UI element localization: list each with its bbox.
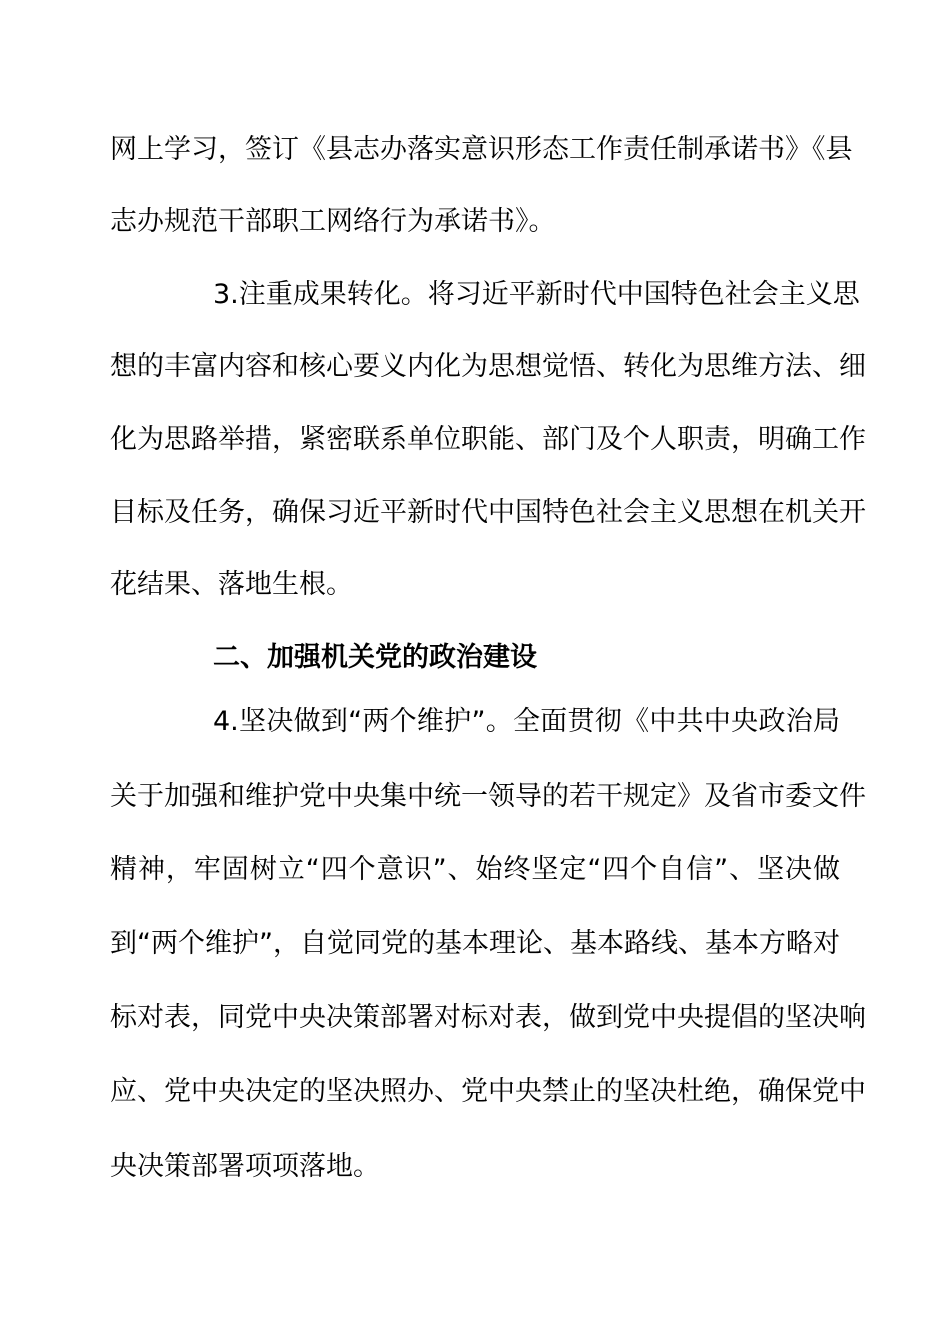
text-line: 精神，牢固树立“四个意识”、始终坚定“四个自信”、坚决做	[110, 854, 840, 885]
text-line: 央决策部署项项落地。	[110, 1151, 380, 1182]
text-line: 应、党中央决定的坚决照办、党中央禁止的坚决杜绝，确保党中	[110, 1076, 866, 1107]
text-line: 3.注重成果转化。将习近平新时代中国特色社会主义思	[213, 279, 860, 310]
text-line: 到“两个维护”，自觉同党的基本理论、基本路线、基本方略对	[110, 928, 840, 959]
text-line: 标对表，同党中央决策部署对标对表，做到党中央提倡的坚决响	[110, 1002, 866, 1033]
text-line: 志办规范干部职工网络行为承诺书》。	[110, 206, 556, 237]
text-line: 目标及任务，确保习近平新时代中国特色社会主义思想在机关开	[110, 497, 866, 528]
text-line: 化为思路举措，紧密联系单位职能、部门及个人职责，明确工作	[110, 424, 866, 455]
text-line: 4.坚决做到“两个维护”。全面贯彻《中共中央政治局	[213, 706, 840, 737]
section-heading: 二、加强机关党的政治建设	[213, 642, 537, 673]
text-line: 关于加强和维护党中央集中统一领导的若干规定》及省市委文件	[110, 781, 866, 812]
text-line: 网上学习，签订《县志办落实意识形态工作责任制承诺书》《县	[110, 134, 853, 165]
text-line: 想的丰富内容和核心要义内化为思想觉悟、转化为思维方法、细	[110, 351, 866, 382]
text-line: 花结果、落地生根。	[110, 569, 353, 600]
